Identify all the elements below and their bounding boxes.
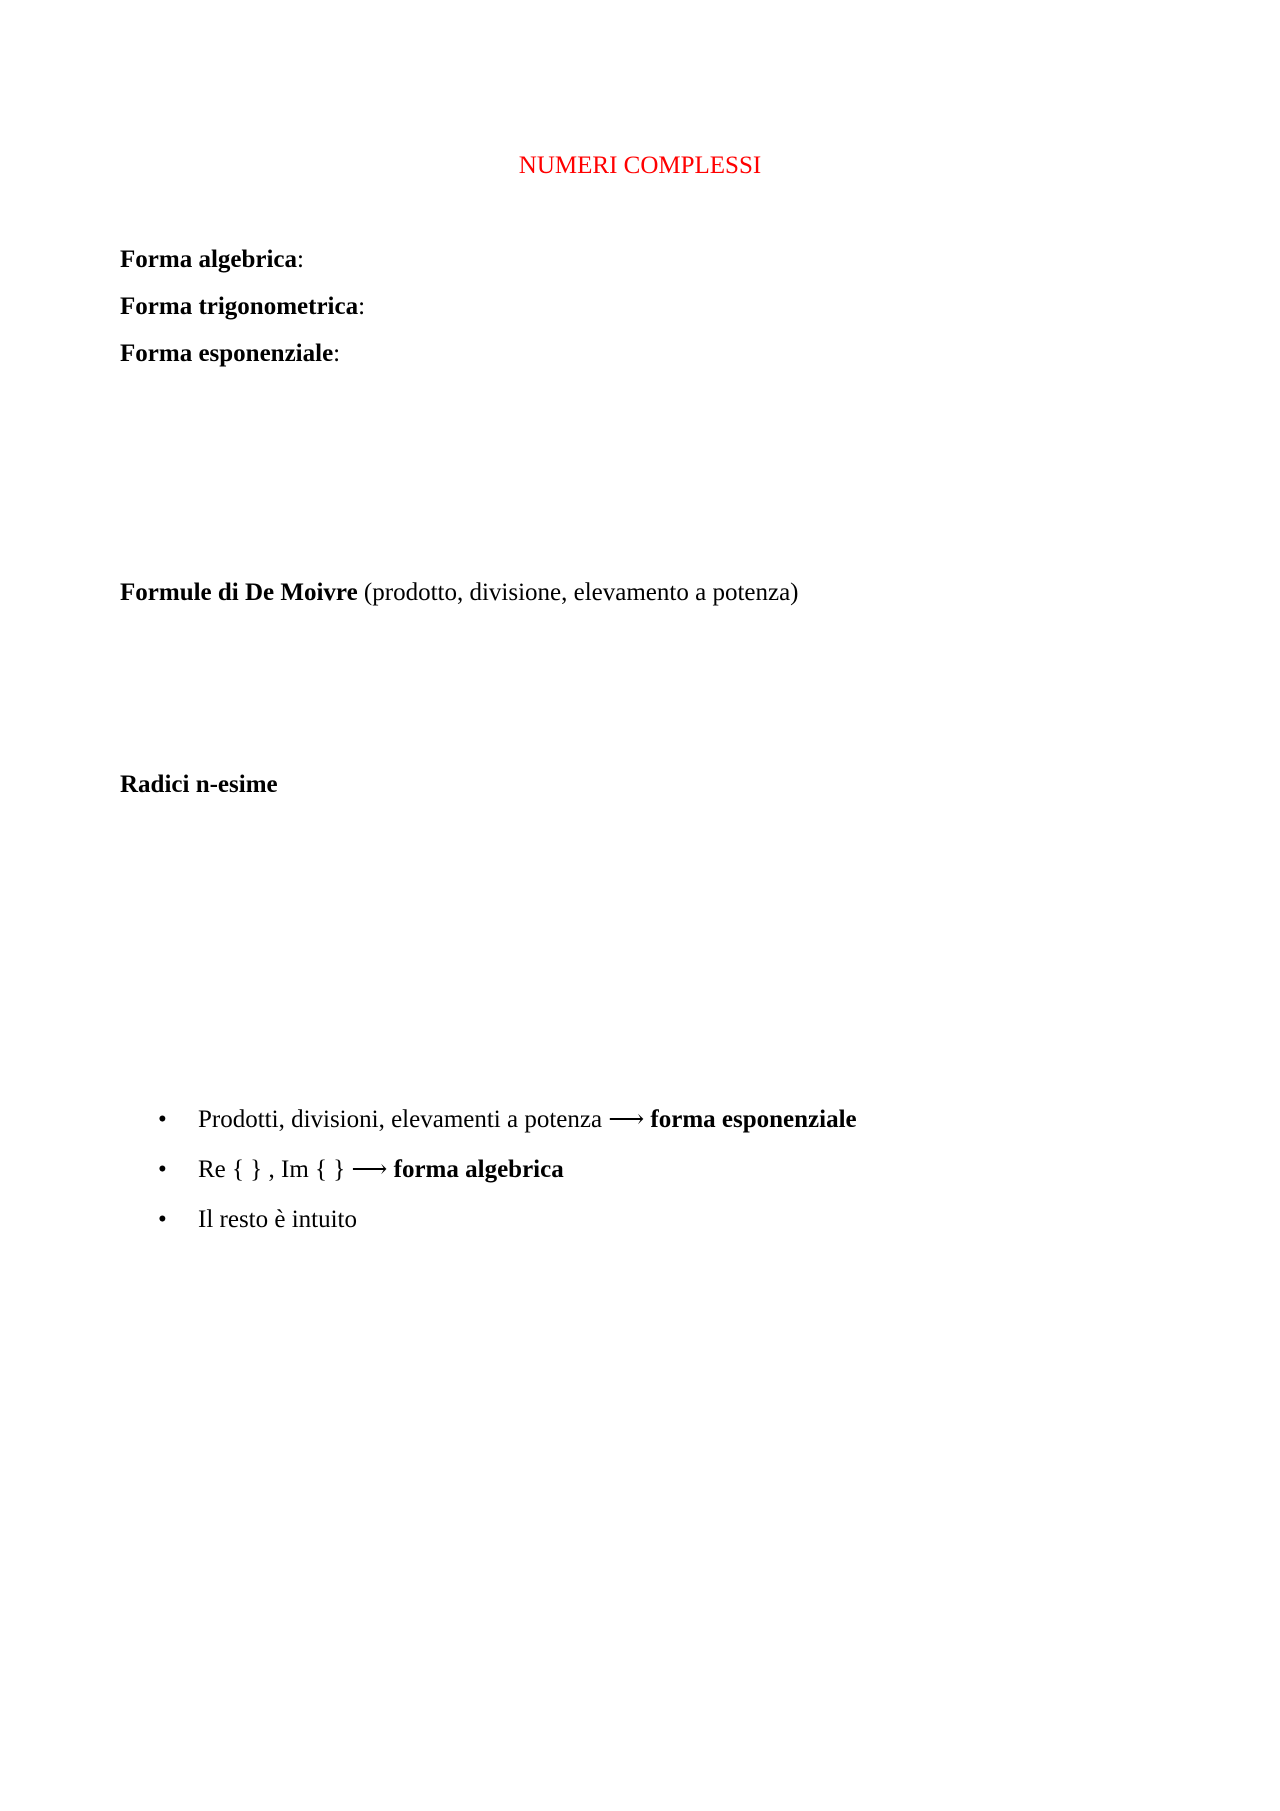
forma-algebrica-line [120, 244, 304, 276]
bullet-icon: • [158, 1106, 167, 1133]
list-item-text [198, 1204, 357, 1236]
de-moivre-note: (prodotto, divisione, elevamento a potenza) [357, 579, 799, 606]
list-item [150, 1204, 357, 1236]
list-item-plain: Prodotti, divisioni, elevamenti a potenza [198, 1106, 609, 1133]
list-item-bold: forma algebrica [387, 1156, 564, 1183]
arrow-icon: ⟶ [608, 1106, 645, 1133]
bullet-icon: • [158, 1206, 167, 1233]
bullet-icon: • [158, 1156, 167, 1183]
radici-line [120, 769, 278, 801]
forma-trigonometrica-line [120, 291, 365, 323]
list-item [150, 1104, 857, 1136]
de-moivre-line [120, 577, 799, 609]
arrow-icon: ⟶ [351, 1156, 388, 1183]
forma-esponenziale-colon: : [333, 340, 341, 367]
forma-trigonometrica-label: Forma trigonometrica [120, 293, 359, 320]
forma-esponenziale-label: Forma esponenziale [120, 340, 334, 367]
radici-label: Radici n-esime [120, 771, 278, 798]
list-item-plain: Il resto è intuito [198, 1206, 357, 1233]
page-title: NUMERI COMPLESSI [518, 152, 762, 179]
list-item-bold: forma esponenziale [644, 1106, 857, 1133]
forma-esponenziale-line [120, 338, 340, 370]
list-item-text [198, 1154, 564, 1186]
forma-trigonometrica-colon: : [358, 293, 366, 320]
list-item-plain: Re { } , Im { } [198, 1156, 352, 1183]
forma-algebrica-label: Forma algebrica [120, 246, 298, 273]
list-item-text [198, 1104, 857, 1136]
forma-algebrica-colon: : [297, 246, 304, 273]
list-item [150, 1154, 564, 1186]
de-moivre-label: Formule di De Moivre [120, 579, 358, 606]
